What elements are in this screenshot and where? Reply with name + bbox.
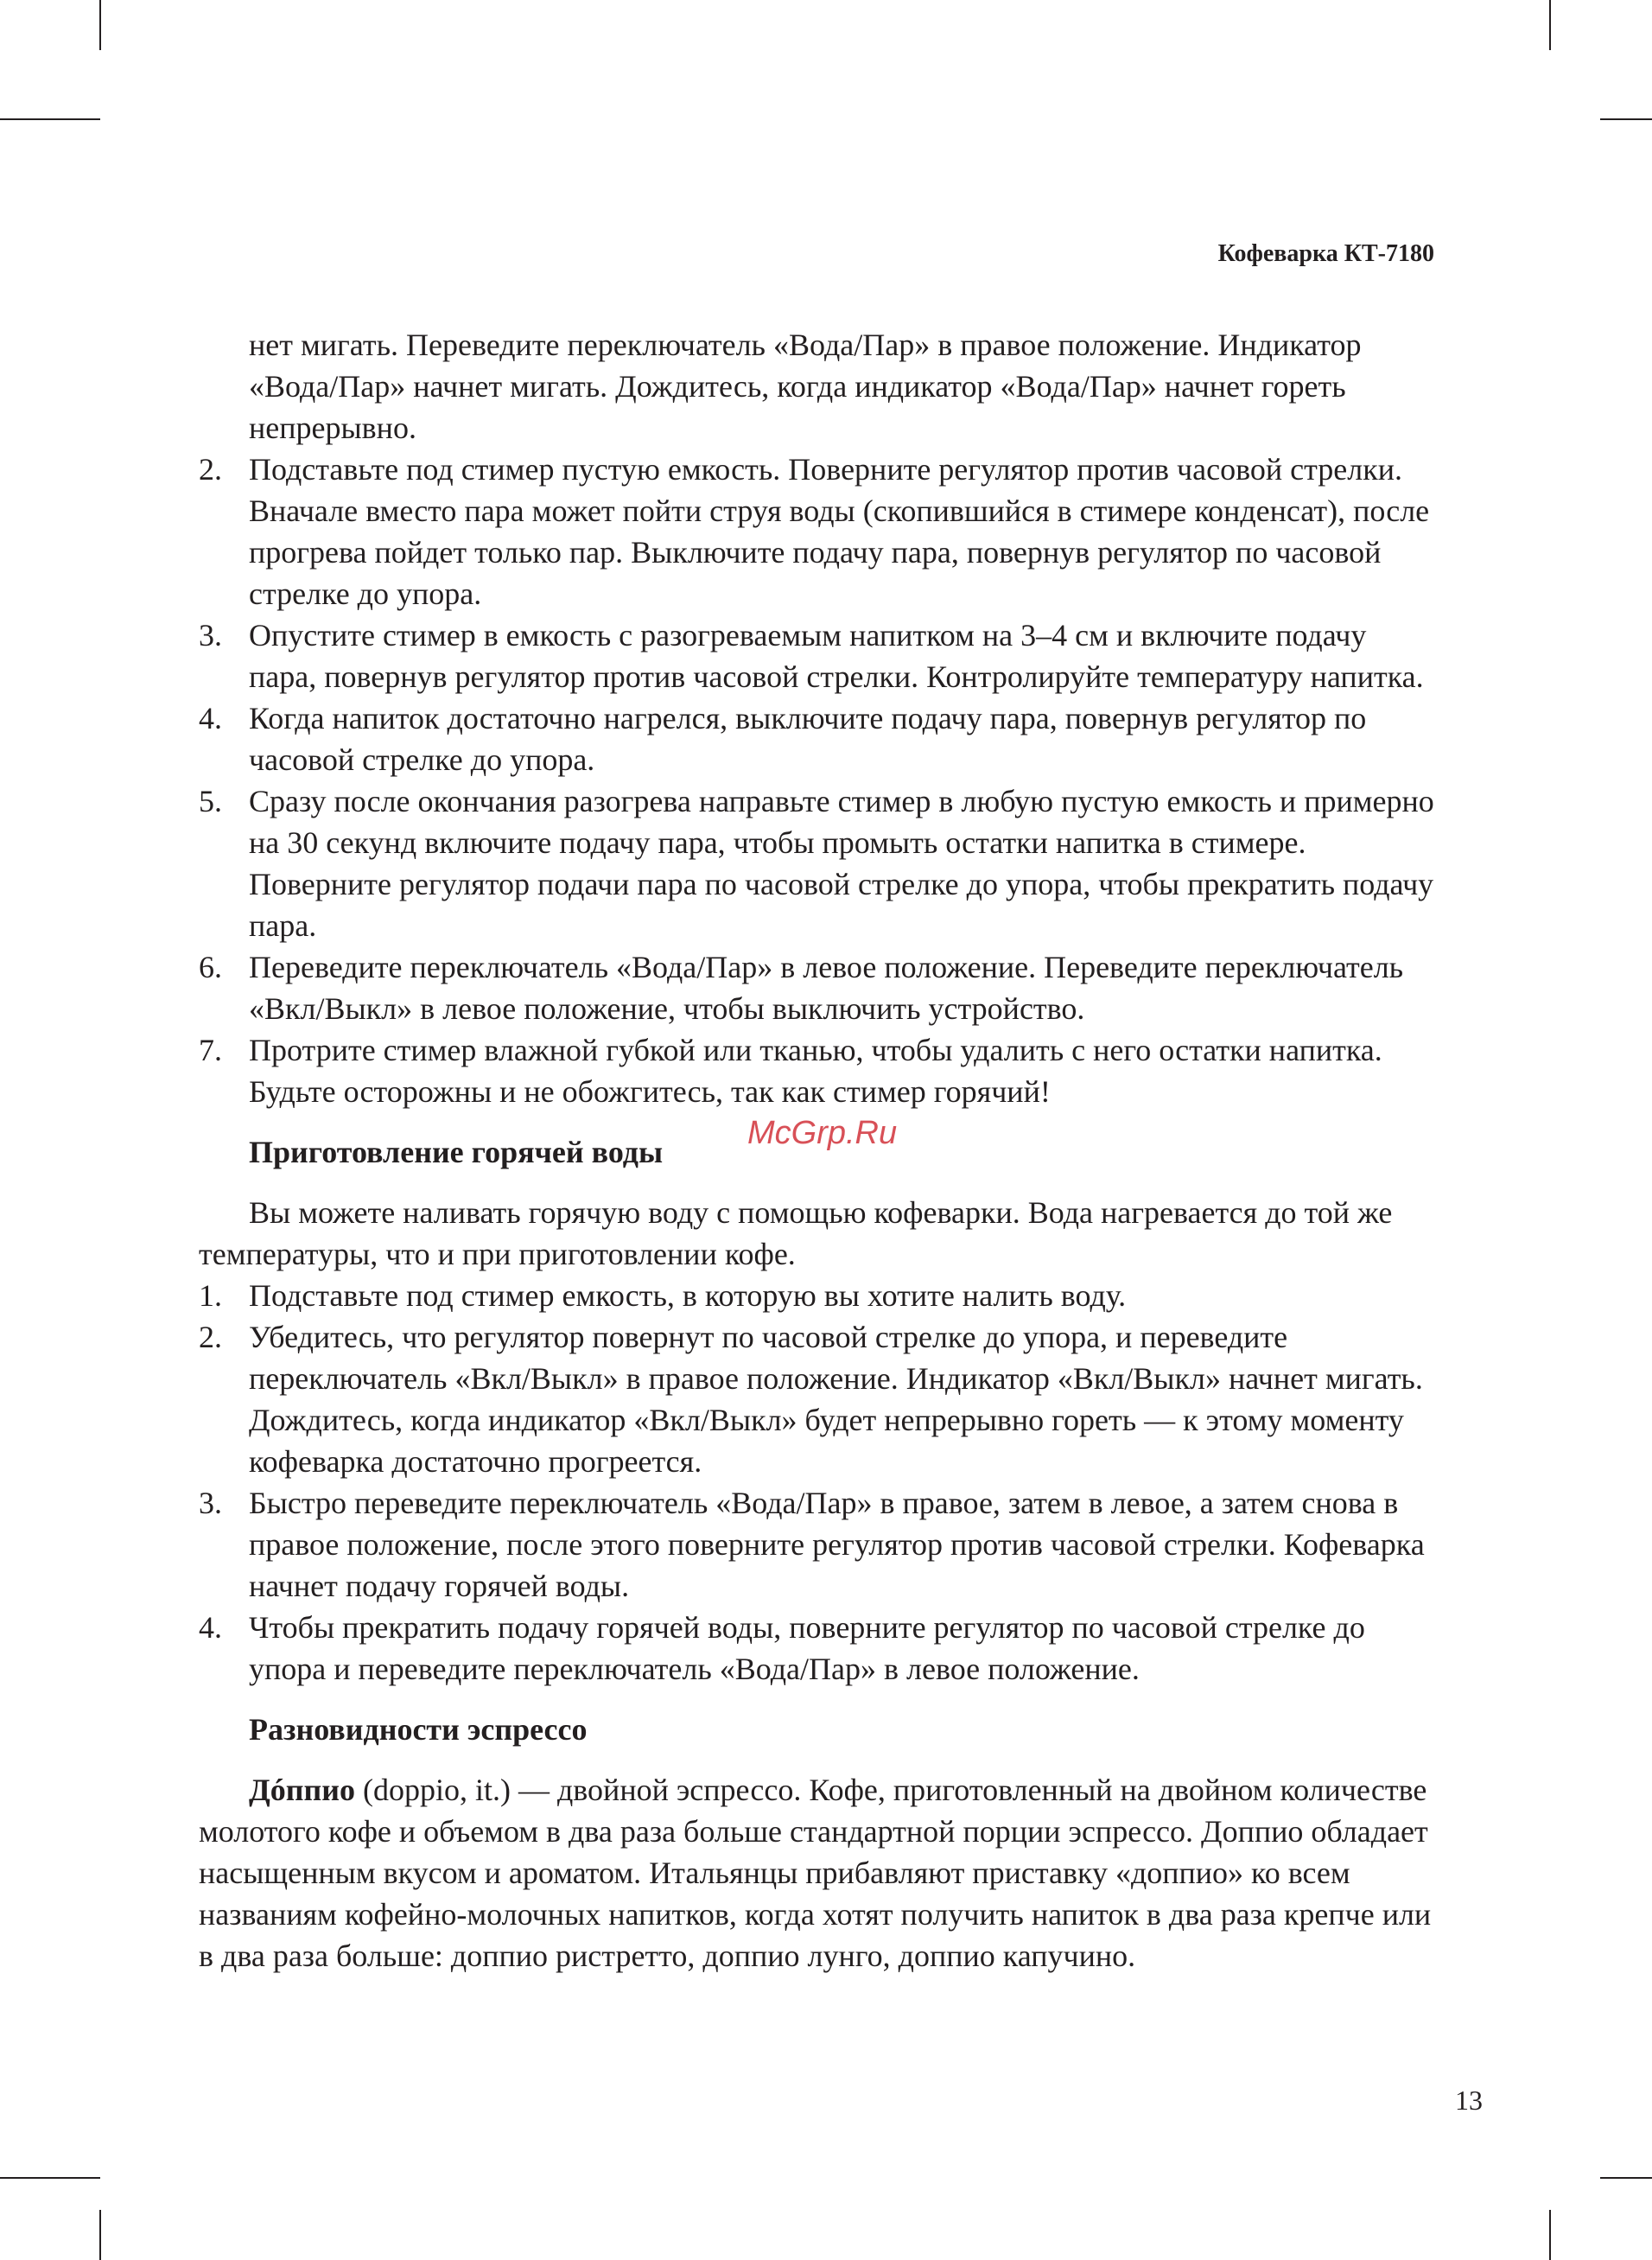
term-doppio: Дóппио: [249, 1773, 355, 1807]
list-item: [199, 780, 1434, 946]
section-heading-hot-water: Приготовление горячей воды: [249, 1135, 664, 1169]
crop-mark: [1600, 118, 1652, 120]
list-number: 5.: [199, 784, 222, 818]
list-text: Быстро переведите переключатель «Вода/Пар» в правое, затем в левое, а затем снова в правое положение, после этого поверните регулятор против часовой стрелки. Кофеварка начнет подачу горячей воды.: [249, 1486, 1425, 1603]
hot-water-steps-list: [199, 1275, 1434, 1690]
list-number: 2.: [199, 452, 222, 487]
list-number: 3.: [199, 1486, 222, 1520]
list-text: Убедитесь, что регулятор повернут по часовой стрелке до упора, и переведите переключатель «Вкл/Выкл» в правое положение. Индикатор «Вкл/Выкл» начнет мигать. Дождитесь, когда индикатор «Вкл/Выкл» будет непрерывно гореть — к этому моменту кофеварка достаточно прогреется.: [249, 1320, 1423, 1479]
list-text: Подставьте под стимер пустую емкость. Поверните регулятор против часовой стрелки. Вначале вместо пара может пойти струя воды (скопившийся в стимере конденсат), после прогрева пойдет только пар. Выключите подачу пара, повернув регулятор по часовой стрелке до упора.: [249, 452, 1430, 611]
doppio-definition: (doppio, it.) — двойной эспрессо. Кофе, приготовленный на двойном количестве молотого кофе и объемом в два раза больше стандартной порции эспрессо. Доппио обладает насыщенным вкусом и ароматом. Итальянцы прибавляют приставку «доппио» ко всем названиям кофейно-молочных напитков, когда хотят получить напиток в два раза крепче или в два раза больше: доппио ристретто, доппио лунго, доппио капучино.: [199, 1773, 1432, 1973]
list-text: Чтобы прекратить подачу горячей воды, поверните регулятор по часовой стрелке до упора и переведите переключатель «Вода/Пар» в левое положение.: [249, 1610, 1365, 1686]
crop-mark: [1549, 2210, 1551, 2260]
list-item: [199, 697, 1434, 780]
list-item: [199, 1029, 1434, 1112]
crop-mark: [99, 0, 101, 50]
list-text: Опустите стимер в емкость с разогреваемым напитком на 3–4 см и включите подачу пара, повернув регулятор против часовой стрелки. Контролируйте температуру напитка.: [249, 618, 1424, 694]
list-item: [199, 1316, 1434, 1482]
list-text: Переведите переключатель «Вода/Пар» в левое положение. Переведите переключатель «Вкл/Выкл» в левое положение, чтобы выключить устройство.: [249, 950, 1404, 1026]
list-text: Подставьте под стимер емкость, в которую вы хотите налить воду.: [249, 1278, 1127, 1313]
list-text: Когда напиток достаточно нагрелся, выключите подачу пара, повернув регулятор по часовой стрелке до упора.: [249, 701, 1367, 777]
list-item: [199, 449, 1434, 614]
list-text: Протрите стимер влажной губкой или тканью, чтобы удалить с него остатки напитка. Будьте осторожны и не обожгитесь, так как стимер горячий!: [249, 1033, 1382, 1109]
crop-mark: [1600, 2177, 1652, 2179]
list-number: 1.: [199, 1278, 222, 1313]
crop-mark: [99, 2210, 101, 2260]
doppio-paragraph: [199, 1769, 1434, 1977]
continued-list-text: нет мигать. Переведите переключатель «Вода/Пар» в правое положение. Индикатор «Вода/Пар» начнет мигать. Дождитесь, когда индикатор «Вода/Пар» начнет гореть непрерывно.: [249, 328, 1362, 445]
list-item: [199, 1607, 1434, 1690]
list-number: 4.: [199, 701, 222, 735]
list-item: [199, 1275, 1434, 1316]
list-number: 2.: [199, 1320, 222, 1354]
list-item: [199, 1482, 1434, 1607]
list-number: 6.: [199, 950, 222, 984]
page-number: 13: [1455, 2085, 1483, 2116]
crop-mark: [0, 118, 100, 120]
crop-mark: [0, 2177, 100, 2179]
section-heading-espresso: Разновидности эспрессо: [249, 1712, 588, 1747]
list-number: 3.: [199, 618, 222, 653]
running-header: Кофеварка КТ-7180: [1217, 240, 1434, 267]
list-item: [199, 614, 1434, 697]
crop-mark: [1549, 0, 1551, 50]
list-item: [199, 946, 1434, 1029]
list-number: 7.: [199, 1033, 222, 1067]
steam-steps-list: [199, 449, 1434, 1112]
list-text: Сразу после окончания разогрева направьте стимер в любую пустую емкость и примерно на 30 секунд включите подачу пара, чтобы промыть остатки напитка в стимере. Поверните регулятор подачи пара по часовой стрелке до упора, чтобы прекратить подачу пара.: [249, 784, 1434, 943]
list-number: 4.: [199, 1610, 222, 1645]
watermark-logo: McGrp.Ru: [747, 1115, 898, 1151]
hot-water-intro: Вы можете наливать горячую воду с помощью кофеварки. Вода нагревается до той же температуры, что и при приготовлении кофе.: [199, 1195, 1393, 1271]
